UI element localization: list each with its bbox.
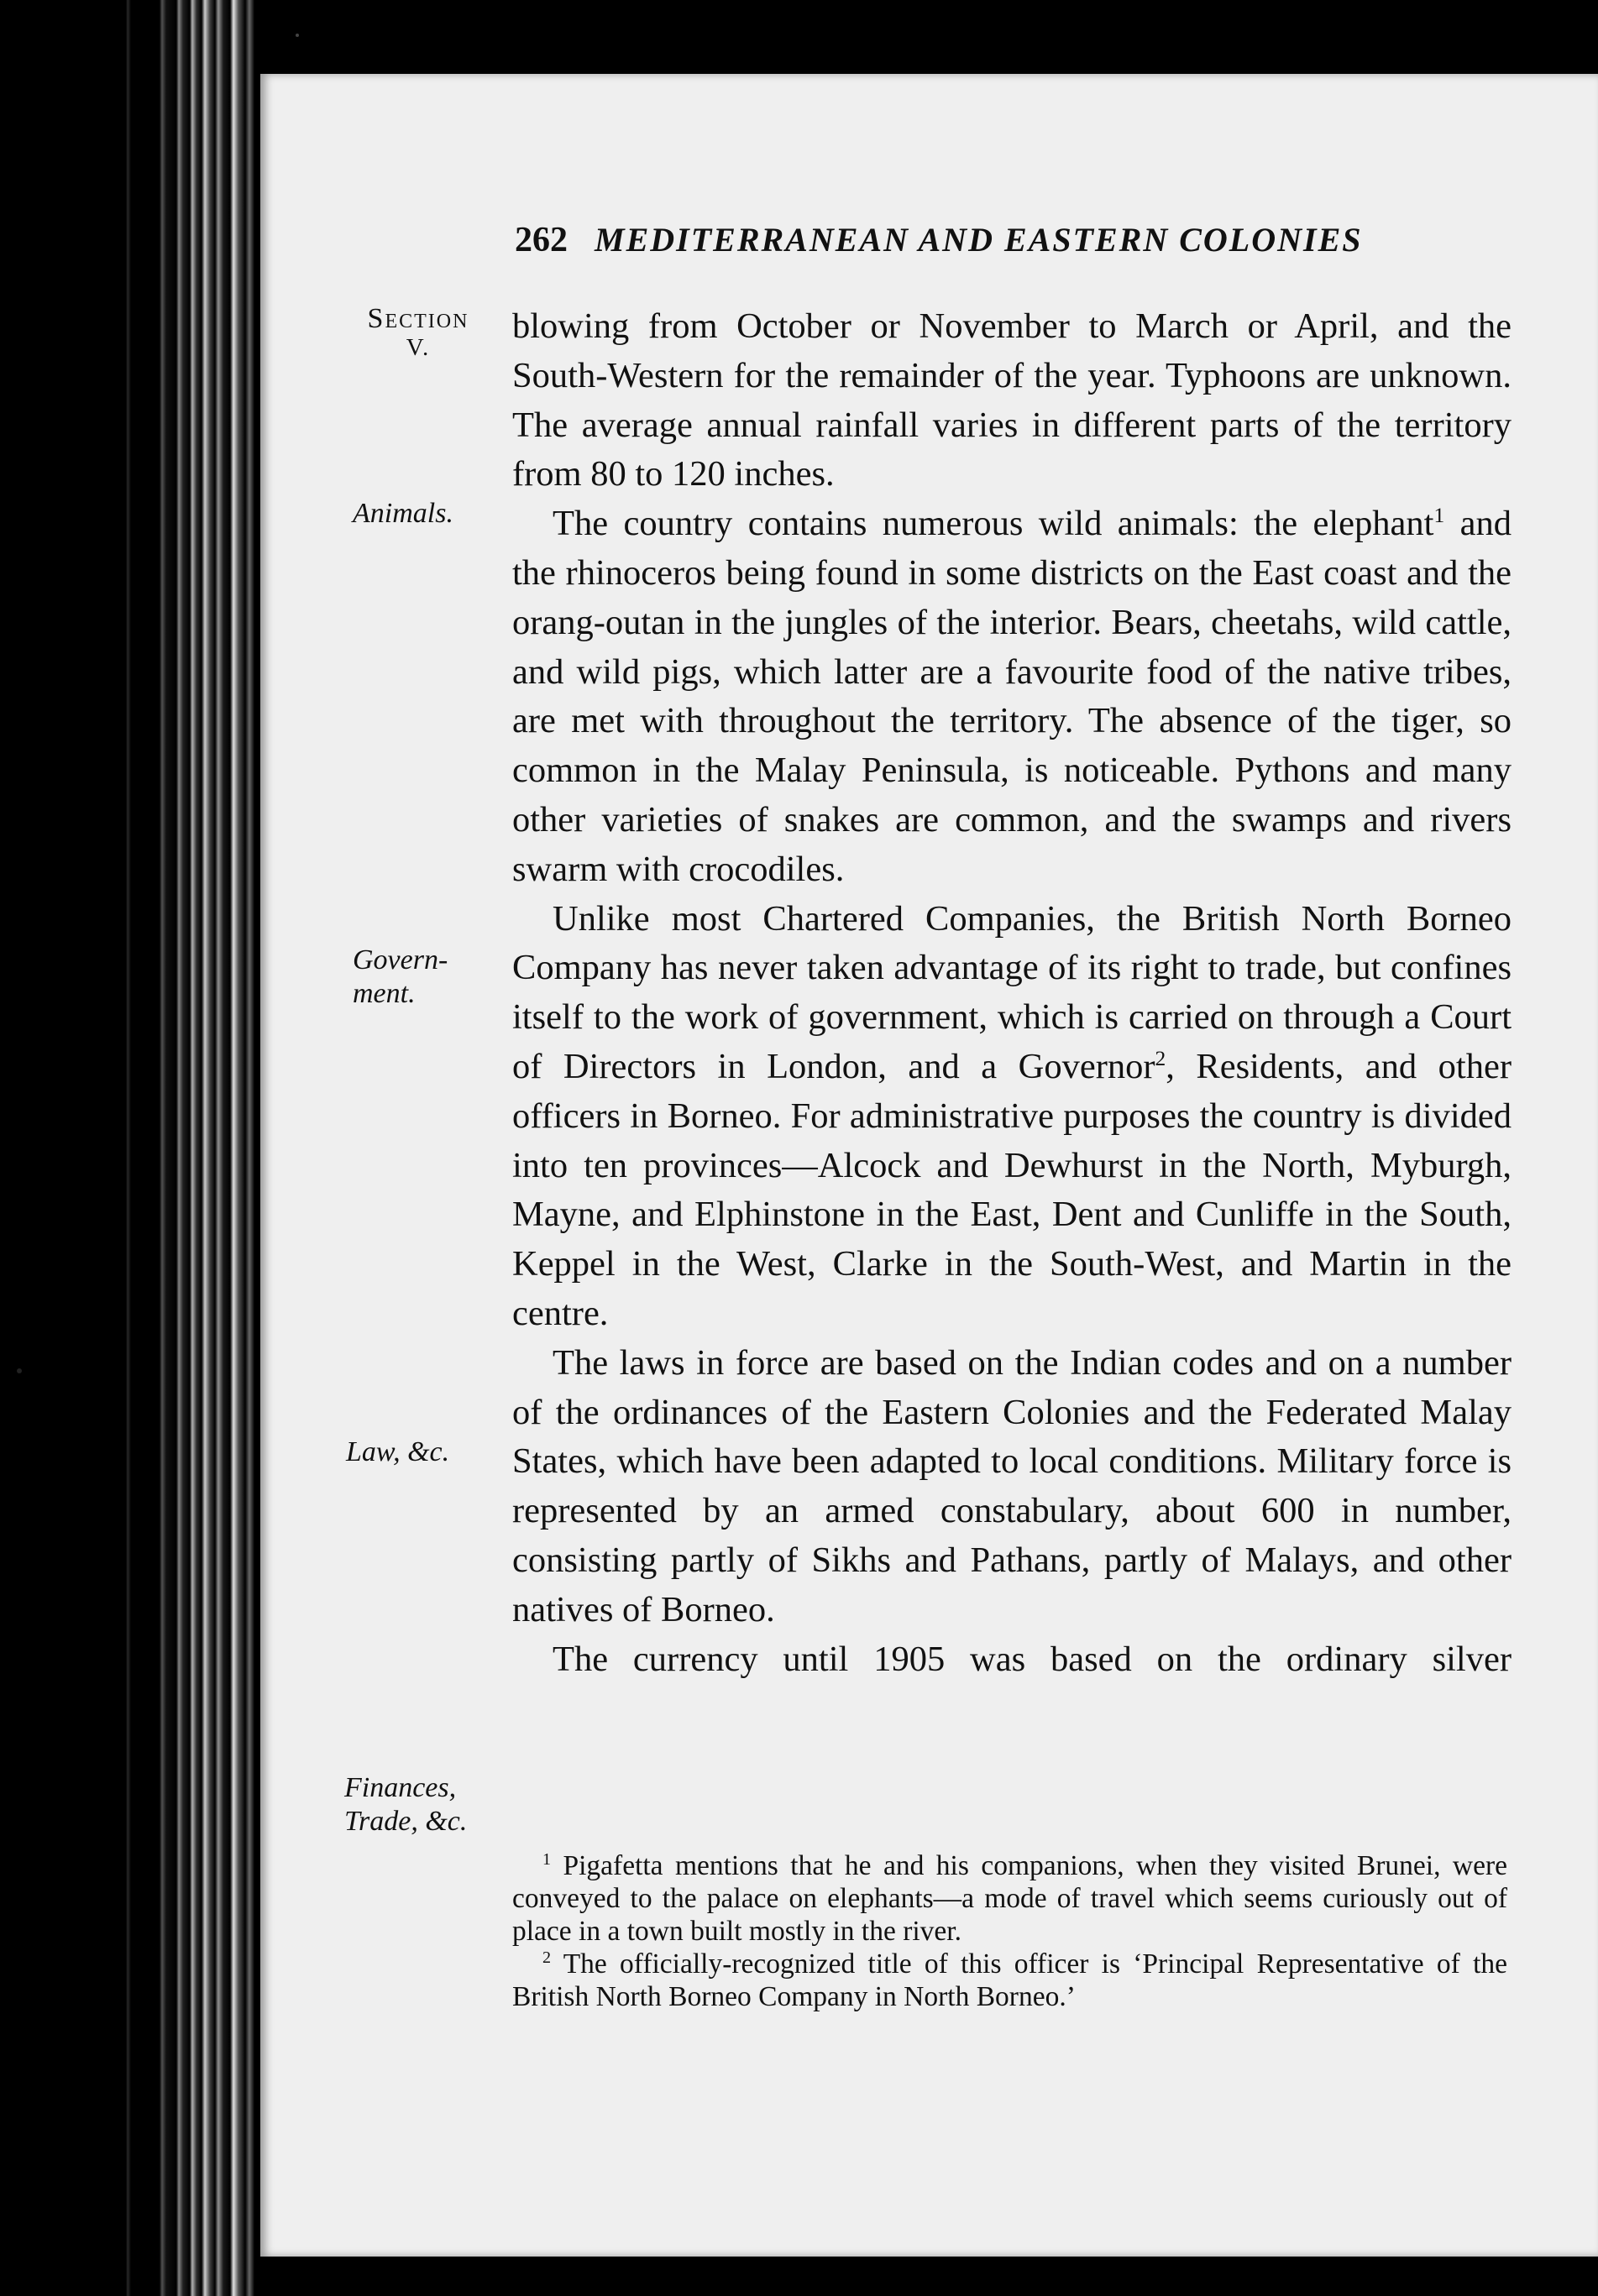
side-note-law: Law, &c. xyxy=(346,1436,450,1467)
side-note-section xyxy=(343,302,494,364)
footnote-ref-1[interactable]: 1 xyxy=(1433,503,1445,528)
footnote-1-marker: 1 xyxy=(542,1849,552,1869)
side-note-animals: Animals. xyxy=(353,498,453,529)
footnote-2 xyxy=(512,1948,1507,2013)
footnote-ref-2[interactable]: 2 xyxy=(1155,1045,1166,1070)
paragraph-animals-text-end: and the rhinoceros being found in some districts on the East coast and the orang-outan in the jungles of the interior. Bears, cheetahs, wild cattle, and wild pigs, which latter are a favourite food of the native tribes, are met with throughout the territory. The absence of the tiger, so common in the Malay Peninsula, is noticeable. Pythons and many other varieties of snakes are common, and the swamps and rivers swarm with crocodiles. xyxy=(512,504,1512,889)
paragraph-government-text-start: Unlike most Chartered Companies, the British North Borneo Company has never taken advantage of its right to trade, but confines itself to the work of government, which is carried on through a Court of Directors in London, and a Governor xyxy=(512,898,1512,1086)
paragraph-government-text-end: , Residents, and other officers in Borneo. For administrative purposes the country is divided into ten provinces—Alcock and Dewhurst in the North, Myburgh, Mayne, and Elphinstone in the East, Dent and Cunliffe in the South, Keppel in the West, Clarke in the South-West, and Martin in the centre. xyxy=(512,1046,1512,1333)
paragraph-government xyxy=(512,895,1512,1339)
running-title: MEDITERRANEAN AND EASTERN COLONIES xyxy=(595,221,1363,259)
side-note-finances-line2: Trade, &c. xyxy=(344,1806,468,1837)
paragraph-animals xyxy=(512,499,1512,894)
side-note-government-line2: ment. xyxy=(353,978,416,1009)
paragraph-law: The laws in force are based on the Indian codes and on a number of the ordinances of the Eastern Colonies and the Federated Malay States, which have been adapted to local conditions. Military force is represented by an armed constabulary, about 600 in number, consisting partly of Sikhs and Pathans, partly of Malays, and other natives of Borneo. xyxy=(512,1342,1512,1629)
film-edge-streaks xyxy=(0,0,277,2296)
body-text xyxy=(512,302,1512,1684)
footnote-2-text: The officially-recognized title of this officer is ‘Principal Representative of the British North Borneo Company in North Borneo.’ xyxy=(512,1948,1507,2012)
paragraph-climate: blowing from October or November to March or April, and the South-Western for the remainder of the year. Typhoons are unknown. The average annual rainfall varies in different parts of the territory from 80 to 120 inches. xyxy=(512,306,1512,494)
footnote-1 xyxy=(512,1849,1507,1948)
footnote-1-text: Pigafetta mentions that he and his companions, when they visited Brunei, were conveyed to the palace on elephants—a mode of travel which seems curiously out of place in a town built mostly in the river. xyxy=(512,1850,1507,1947)
page-number: 262 xyxy=(515,221,568,259)
side-note-government xyxy=(353,944,521,1011)
section-number: V. xyxy=(406,334,431,361)
side-note-government-line1: Govern- xyxy=(353,944,448,975)
running-head xyxy=(515,220,1480,274)
paragraph-finances: The currency until 1905 was based on the ordinary silver xyxy=(553,1639,1512,1679)
section-label: Section xyxy=(367,303,469,334)
footnotes xyxy=(512,1849,1507,2013)
paragraph-animals-text-start: The country contains numerous wild animals: the elephant xyxy=(553,504,1434,544)
scan-speck xyxy=(17,1368,22,1373)
side-note-finances-line1: Finances, xyxy=(344,1772,457,1803)
footnote-2-marker: 2 xyxy=(542,1948,552,1967)
scan-speck xyxy=(296,34,299,37)
side-note-finances xyxy=(344,1771,512,1838)
